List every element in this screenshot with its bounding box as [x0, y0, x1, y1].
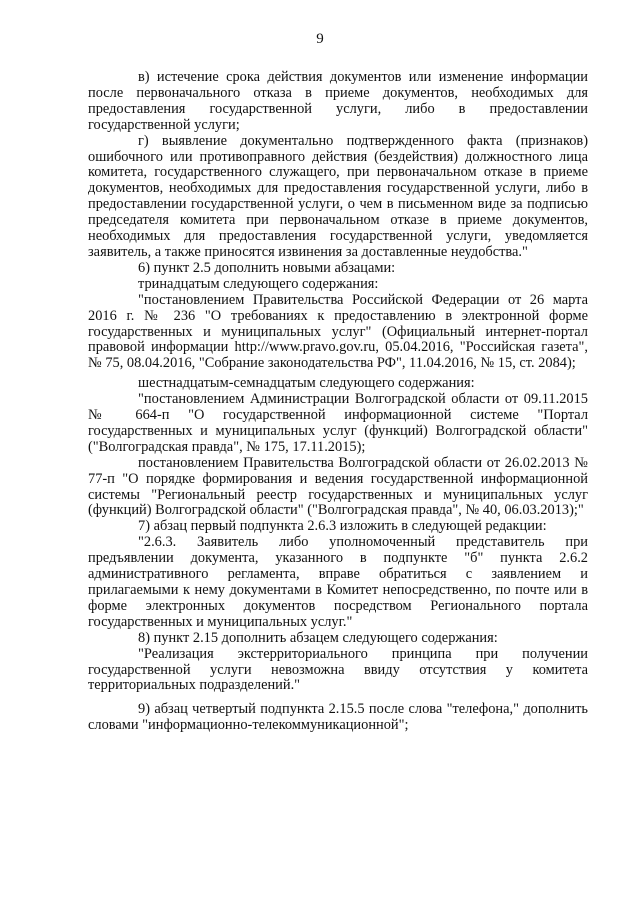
- paragraph-g-item: г) выявление документально подтвержденного факта (признаков) ошибочного или противоправного действия (бездействия) должностного лица комитета, государственного служащего, при первоначальном отказе в приеме документов, необходимых для предоставления государственной услуги, либо в предоставлении государственной услуги, о чем в письменном виде за подписью председателя комитета при первоначальном отказе в приеме документов, необходимых для предоставления государственной услуги, уведомляется заявитель, а также приносятся извинения за доставленные неудобства.": [88, 132, 588, 260]
- paragraph-thirteenth-intro: тринадцатым следующего содержания:: [138, 275, 379, 292]
- paragraph-amend-7: 7) абзац первый подпункта 2.6.3 изложить в следующей редакции:: [138, 518, 547, 535]
- paragraph-sixteenth-intro: шестнадцатым-семнадцатым следующего содержания:: [138, 375, 475, 392]
- paragraph-v-item: в) истечение срока действия документов или изменение информации после первоначального отказа в приеме документов, необходимых для предоставления государственной услуги, либо в предоставлении государственной услуги;: [88, 69, 588, 133]
- paragraph-government-decree-77: постановлением Правительства Волгоградской области от 26.02.2013 № 77-п "О порядке формирования и ведения государственной информационной системы "Региональный реестр государственных и муниципальных услуг (функций) Волгоградской области" ("Волгоградская правда", № 40, 06.03.2013);": [88, 454, 588, 519]
- document-body: [88, 70, 588, 734]
- paragraph-administration-decree-664: "постановлением Администрации Волгоградской области от 09.11.2015 № 664-п "О государственной информационной системе "Портал государственных и муниципальных услуг (функций) Волгоградской области" ("Волгоградская правда", № 175, 17.11.2015);: [88, 391, 588, 455]
- paragraph-2-6-3: "2.6.3. Заявитель либо уполномоченный представитель при предъявлении документа, указанного в подпункте "б" пункта 2.6.2 административного регламента, вправе обратиться с заявлением и прилагаемыми к нему документами в Комитет непосредственно, по почте или в форме электронных документов посредством Регионального портала государственных и муниципальных услуг.": [88, 534, 588, 630]
- paragraph-amend-8: 8) пункт 2.15 дополнить абзацем следующего содержания:: [138, 629, 498, 646]
- paragraph-amend-9: 9) абзац четвертый подпункта 2.15.5 после слова "телефона," дополнить словами "информационно-телекоммуникационной";: [88, 701, 588, 734]
- paragraph-extraterritorial: "Реализация экстерриториального принципа при получении государственной услуги невозможна ввиду отсутствия у комитета территориальных подразделений.": [88, 645, 588, 694]
- paragraph-government-decree-236: "постановлением Правительства Российской Федерации от 26 марта 2016 г. № 236 "О требованиях к предоставлению в электронной форме государственных и муниципальных услуг" (Официальный интернет-портал правовой информации http://www.pravo.gov.ru, 05.04.2016, "Российская газета", № 75, 08.04.2016, "Собрание законодательства РФ", 11.04.2016, № 15, ст. 2084);: [88, 291, 588, 372]
- paragraph-amend-6: 6) пункт 2.5 дополнить новыми абзацами:: [138, 259, 396, 276]
- page-number: 9: [316, 31, 324, 47]
